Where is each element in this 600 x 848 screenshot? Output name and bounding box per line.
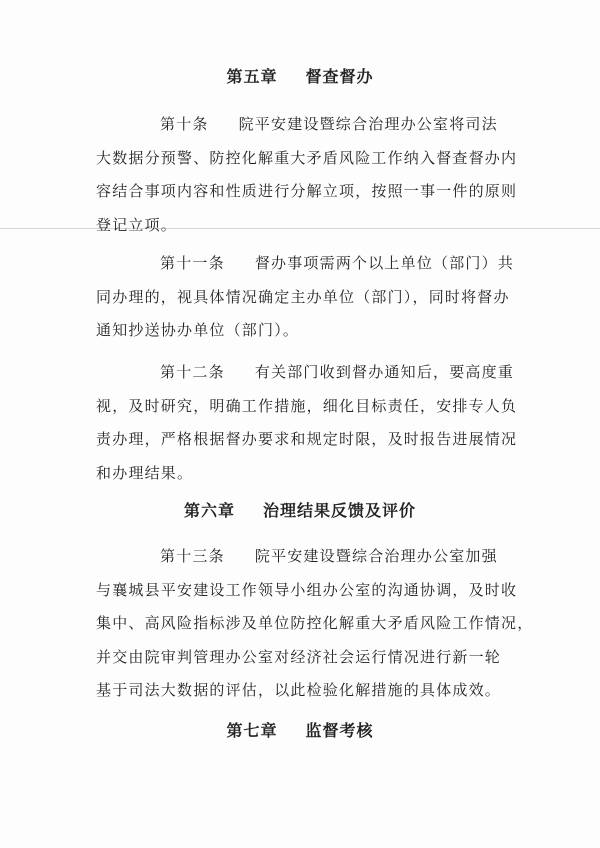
chapter-5-number: 第五章	[226, 67, 278, 86]
article-10-line-4: 登记立项。	[96, 215, 178, 234]
chapter-5-heading	[0, 64, 600, 87]
chapter-7-number: 第七章	[226, 721, 278, 740]
article-13-line-4: 并交由院审判管理办公室对经济社会运行情况进行新一轮	[96, 647, 502, 666]
article-12-line-2: 视，及时研究，明确工作措施，细化目标责任，安排专人负	[96, 396, 518, 415]
article-10-label: 第十条	[160, 115, 209, 133]
article-10-line-2: 大数据分预警、防控化解重大矛盾风险工作纳入督查督办内	[96, 148, 518, 167]
article-11-label: 第十一条	[160, 254, 225, 272]
article-12-label: 第十二条	[160, 363, 225, 381]
article-11	[96, 247, 516, 348]
article-11-line-3: 通知抄送协办单位（部门）。	[96, 321, 300, 339]
chapter-6-number: 第六章	[183, 501, 235, 520]
article-13-line-3: 集中、高风险指标涉及单位防控化解重大矛盾风险工作情况，	[96, 614, 534, 632]
chapter-7-title: 监督考核	[305, 721, 374, 740]
article-13	[96, 540, 534, 708]
article-10-line-1: 第十条 院平安建设暨综合治理办公室将司法	[96, 108, 516, 142]
article-13-line-2: 与襄城县平安建设工作领导小组办公室的沟通协调，及时收	[96, 580, 518, 599]
chapter-7-heading	[0, 718, 600, 741]
article-13-label: 第十三条	[160, 547, 225, 565]
article-12-line-3: 责办理，严格根据督办要求和规定时限，及时报告进展情况	[96, 430, 518, 448]
article-10-line-3: 容结合事项内容和性质进行分解立项，按照一事一件的原则	[96, 182, 518, 200]
chapter-6-heading	[0, 498, 600, 521]
chapter-5-title: 督查督办	[305, 67, 374, 86]
article-12-line-1: 第十二条 有关部门收到督办通知后，要高度重	[96, 356, 516, 390]
article-13-line-1: 第十三条 院平安建设暨综合治理办公室加强	[96, 540, 516, 574]
article-11-line-1: 第十一条 督办事项需两个以上单位（部门）共	[96, 247, 516, 281]
chapter-6-title: 治理结果反馈及评价	[263, 501, 417, 520]
article-10	[96, 108, 516, 242]
article-11-line-2: 同办理的，视具体情况确定主办单位（部门），同时将督办	[96, 287, 510, 306]
article-12	[96, 356, 516, 490]
article-12-line-4: 和办理结果。	[96, 463, 194, 482]
article-13-line-5: 基于司法大数据的评估，以此检验化解措施的具体成效。	[96, 681, 502, 699]
